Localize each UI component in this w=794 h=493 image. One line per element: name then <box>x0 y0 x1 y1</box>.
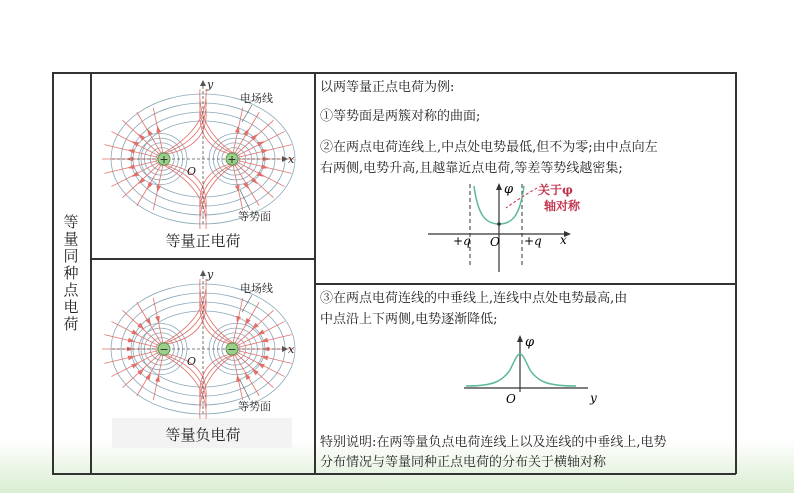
y-arrow-icon <box>200 80 206 86</box>
curved-field-line <box>160 289 206 345</box>
graph1-x-label: x <box>560 233 567 247</box>
field-arrow-icon <box>132 171 140 176</box>
category-label: 等量同种点电荷 <box>61 213 80 333</box>
positive-field-diagram <box>92 74 314 234</box>
charge-sign-label: − <box>159 343 169 356</box>
curved-field-line <box>160 163 206 219</box>
y-label: y <box>207 78 214 91</box>
charge-sign-label: + <box>227 153 237 166</box>
graph1-origin-label: O <box>490 235 500 249</box>
x-label: x <box>288 343 295 356</box>
equipotential-label: 等势面 <box>238 210 271 223</box>
graph1-annotation-line-2: 轴对称 <box>544 199 580 213</box>
note-line-2: 分布情况与等量同种正点电荷的分布关于横轴对称 <box>320 455 607 470</box>
x-label: x <box>288 153 295 166</box>
origin-label: O <box>187 355 197 368</box>
note-line-1: 特别说明:在两等量负点电荷连线上以及连线的中垂线上,电势 <box>320 435 667 450</box>
field-arrow-icon <box>236 316 241 324</box>
category-cell <box>52 72 90 474</box>
field-arrow-icon <box>261 164 269 169</box>
curved-field-line <box>160 99 206 155</box>
graph2-y-label: y <box>590 391 597 405</box>
graph1-right-charge-label: +q <box>524 234 542 248</box>
field-arrow-icon <box>257 171 265 176</box>
figure-positive-charges <box>92 74 314 258</box>
field-arrow-icon <box>128 338 136 343</box>
graph2-curve <box>466 354 576 386</box>
equipotential-label: 等势面 <box>238 400 271 413</box>
field-arrow-icon <box>131 363 139 368</box>
graph1-left-charge-label: +q <box>453 234 471 248</box>
negative-field-diagram <box>92 264 314 424</box>
graph2-phi-arrow-icon <box>517 335 523 342</box>
figure-negative-charges <box>92 260 314 472</box>
charge-sign-label: − <box>227 343 237 356</box>
y-arrow-icon <box>200 270 206 276</box>
caption-negative: 等量负电荷 <box>165 426 241 444</box>
graph2-origin-label: O <box>506 392 516 406</box>
field-line-label: 电场线 <box>240 282 273 295</box>
point-2-line-2: 右两侧,电势升高,且越靠近点电荷,等差等势线越密集; <box>320 161 623 176</box>
point-1-text: ①等势面是两簇对称的曲面; <box>320 109 481 124</box>
field-arrow-icon <box>145 318 151 325</box>
field-line-label: 电场线 <box>240 92 273 105</box>
point-2-line-1: ②在两点电荷连线上,中点处电势最低,但不为零;由中点向左 <box>320 140 658 155</box>
field-arrow-icon <box>145 373 151 380</box>
intro-text: 以两等量正点电荷为例: <box>320 80 455 95</box>
field-arrow-icon <box>132 141 140 146</box>
charge-sign-label: + <box>159 153 169 166</box>
graph2-phi-label: φ <box>525 335 535 350</box>
potential-graph-y-axis <box>458 332 608 412</box>
graph1-min-point <box>497 222 501 226</box>
field-arrow-icon <box>147 182 153 189</box>
field-arrow-icon <box>243 182 249 189</box>
point-3-line-2: 中点沿上下两侧,电势逐渐降低; <box>320 312 498 327</box>
point-3-line-1: ③在两点电荷连线的中垂线上,连线中点处电势最高,由 <box>320 291 628 306</box>
field-arrow-icon <box>131 330 139 335</box>
field-arrow-icon <box>261 338 269 343</box>
graph1-phi-arrow-icon <box>496 183 502 190</box>
field-arrow-icon <box>261 356 269 361</box>
field-arrow-icon <box>243 129 249 136</box>
caption-positive: 等量正电荷 <box>165 232 241 250</box>
origin-label: O <box>187 165 197 178</box>
curved-field-line <box>160 353 206 409</box>
potential-graph-x-axis <box>420 178 580 278</box>
graph1-annotation-line-1: 关于φ <box>538 183 573 197</box>
field-arrow-icon <box>261 149 269 154</box>
graph1-phi-label: φ <box>504 182 514 197</box>
field-arrow-icon <box>128 356 136 361</box>
field-arrow-icon <box>147 129 153 136</box>
y-label: y <box>207 268 214 281</box>
field-arrow-icon <box>257 141 265 146</box>
